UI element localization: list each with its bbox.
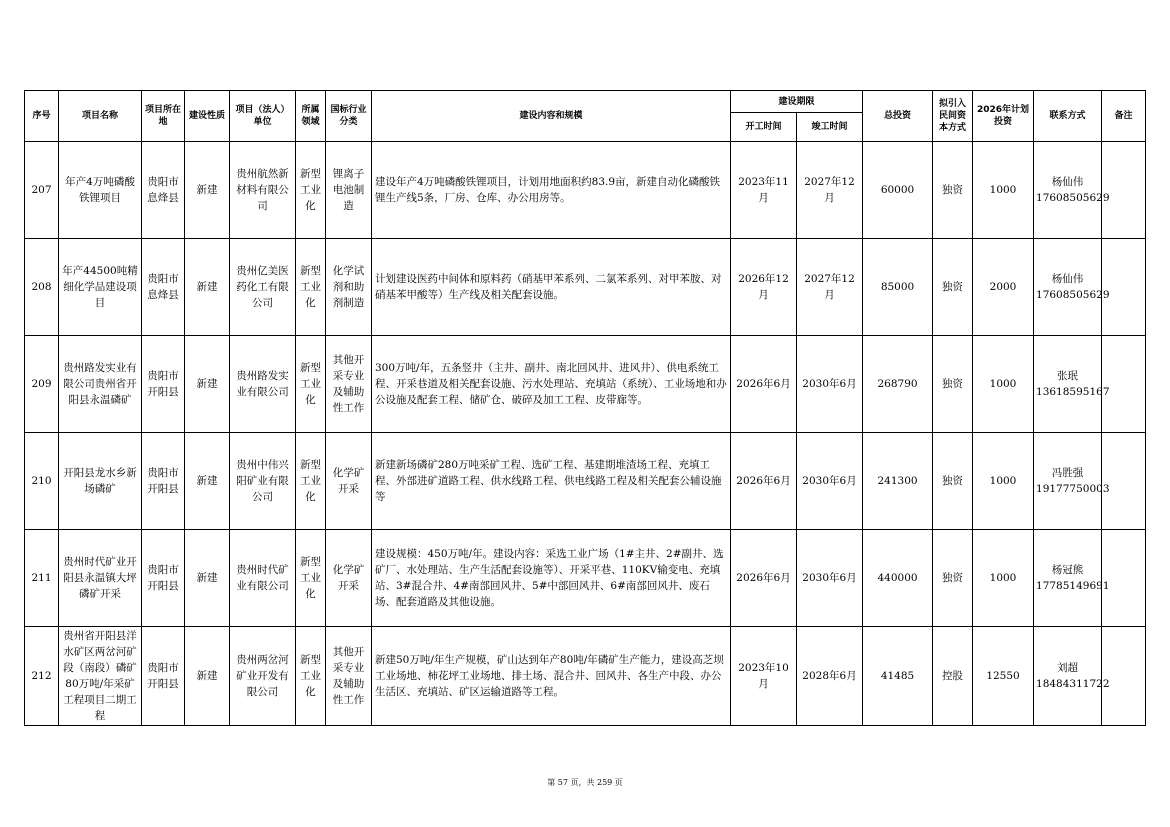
cell-end: 2028年6月	[797, 627, 863, 726]
cell-seq: 208	[25, 239, 59, 336]
cell-contact	[1034, 142, 1110, 239]
cell-start: 2026年6月	[731, 530, 797, 627]
contact-name: 刘超	[1057, 662, 1079, 674]
cell-capital: 独资	[933, 433, 973, 530]
contact-phone: 17608505629	[1036, 289, 1110, 301]
cell-start: 2026年6月	[731, 336, 797, 433]
cell-contact	[1034, 530, 1110, 627]
cell-note	[1102, 336, 1146, 433]
header-start: 开工时间	[731, 113, 797, 142]
cell-field: 新型工业化	[296, 142, 326, 239]
contact-name: 冯胜强	[1051, 467, 1084, 479]
cell-capital: 独资	[933, 530, 973, 627]
contact-phone: 13618595167	[1036, 386, 1110, 398]
header-period: 建设期限	[731, 91, 863, 113]
cell-location: 贵阳市开阳县	[142, 530, 185, 627]
cell-unit: 贵州路发实业有限公司	[230, 336, 296, 433]
cell-field: 新型工业化	[296, 336, 326, 433]
cell-seq: 207	[25, 142, 59, 239]
contact-name: 张珉	[1057, 370, 1079, 382]
cell-name: 年产44500吨精细化学品建设项目	[59, 239, 142, 336]
contact-name: 杨冠熊	[1051, 564, 1084, 576]
cell-name: 开阳县龙水乡新场磷矿	[59, 433, 142, 530]
contact-phone: 19177750003	[1036, 483, 1110, 495]
cell-nature: 新建	[185, 142, 230, 239]
cell-content: 300万吨/年，五条竖井（主井、副井、南北回风井、进风井）、供电系统工程、开采巷道及相关配套设施、污水处理站、充填站（系统）、工业场地和办公设施及配套工程、储矿仓、破碎及加工工程、皮带廊等。	[372, 336, 731, 433]
cell-location: 贵阳市息烽县	[142, 142, 185, 239]
cell-seq: 209	[25, 336, 59, 433]
cell-location: 贵阳市开阳县	[142, 627, 185, 726]
header-total: 总投资	[863, 91, 933, 142]
cell-capital: 独资	[933, 239, 973, 336]
cell-start: 2026年12月	[731, 239, 797, 336]
header-unit: 项目（法人）单位	[230, 91, 296, 142]
cell-unit: 贵州中伟兴阳矿业有限公司	[230, 433, 296, 530]
cell-end: 2030年6月	[797, 530, 863, 627]
cell-content: 计划建设医药中间体和原料药（硝基甲苯系列、二氯苯系列、对甲苯胺、对硝基苯甲酸等）生产线及相关配套设施。	[372, 239, 731, 336]
header-seq: 序号	[25, 91, 59, 142]
cell-contact	[1034, 239, 1110, 336]
cell-content: 建设年产4万吨磷酸铁锂项目，计划用地面积约83.9亩，新建自动化磷酸铁锂生产线5条，厂房、仓库、办公用房等。	[372, 142, 731, 239]
cell-name: 贵州时代矿业开阳县永温镇大坪磷矿开采	[59, 530, 142, 627]
cell-plan: 12550	[973, 627, 1034, 726]
cell-nature: 新建	[185, 433, 230, 530]
cell-location: 贵阳市开阳县	[142, 336, 185, 433]
cell-nature: 新建	[185, 239, 230, 336]
cell-total: 60000	[863, 142, 933, 239]
header-industry: 国标行业分类	[326, 91, 372, 142]
cell-total: 440000	[863, 530, 933, 627]
cell-start: 2026年6月	[731, 433, 797, 530]
cell-content: 建设规模：450万吨/年。建设内容：采选工业广场（1#主井、2#副井、选矿厂、水处理站、生产生活配套设施等）、开采平巷、110KV输变电、充填站、3#混合井、4#南部回风井、5#中部回风井、6#南部回风井、废石场、配套道路及其他设施。	[372, 530, 731, 627]
cell-note	[1102, 433, 1146, 530]
cell-capital: 控股	[933, 627, 973, 726]
header-name: 项目名称	[59, 91, 142, 142]
cell-field: 新型工业化	[296, 239, 326, 336]
cell-total: 268790	[863, 336, 933, 433]
cell-nature: 新建	[185, 530, 230, 627]
cell-content: 新建新场磷矿280万吨采矿工程、选矿工程、基建期堆渣场工程、充填工程、外部进矿道路工程、供水线路工程、供电线路工程及相关配套公辅设施等	[372, 433, 731, 530]
cell-industry: 化学矿开采	[326, 530, 372, 627]
header-capital: 拟引入民间资本方式	[933, 91, 973, 142]
cell-end: 2027年12月	[797, 239, 863, 336]
cell-plan: 1000	[973, 142, 1034, 239]
cell-note	[1102, 530, 1146, 627]
cell-plan: 1000	[973, 530, 1034, 627]
header-end: 竣工时间	[797, 113, 863, 142]
cell-name: 贵州省开阳县洋水矿区两岔河矿段（南段）磷矿80万吨/年采矿工程项目二期工程	[59, 627, 142, 726]
cell-industry: 化学试剂和助剂制造	[326, 239, 372, 336]
cell-total: 85000	[863, 239, 933, 336]
cell-nature: 新建	[185, 627, 230, 726]
cell-industry: 其他开采专业及辅助性工作	[326, 627, 372, 726]
header-field: 所属领域	[296, 91, 326, 142]
cell-note	[1102, 142, 1146, 239]
cell-field: 新型工业化	[296, 433, 326, 530]
header-contact: 联系方式	[1034, 91, 1102, 142]
cell-start: 2023年10月	[731, 627, 797, 726]
cell-industry: 化学矿开采	[326, 433, 372, 530]
cell-seq: 210	[25, 433, 59, 530]
cell-contact	[1034, 433, 1110, 530]
contact-phone: 17608505629	[1036, 192, 1110, 204]
cell-total: 41485	[863, 627, 933, 726]
cell-name: 年产4万吨磷酸铁锂项目	[59, 142, 142, 239]
cell-plan: 1000	[973, 336, 1034, 433]
cell-unit: 贵州航然新材料有限公司	[230, 142, 296, 239]
table-row	[25, 433, 1146, 530]
cell-location: 贵阳市息烽县	[142, 239, 185, 336]
cell-field: 新型工业化	[296, 627, 326, 726]
cell-total: 241300	[863, 433, 933, 530]
contact-name: 杨仙伟	[1051, 176, 1084, 188]
contact-phone: 17785149691	[1036, 580, 1110, 592]
contact-phone: 18484311722	[1036, 678, 1110, 690]
header-plan: 2026年计划投资	[973, 91, 1034, 142]
cell-unit: 贵州两岔河矿业开发有限公司	[230, 627, 296, 726]
cell-end: 2030年6月	[797, 433, 863, 530]
cell-start: 2023年11月	[731, 142, 797, 239]
header-note: 备注	[1102, 91, 1146, 142]
cell-plan: 2000	[973, 239, 1034, 336]
project-table	[24, 90, 1146, 726]
cell-capital: 独资	[933, 336, 973, 433]
page-footer: 第 57 页，共 259 页	[547, 778, 623, 787]
cell-unit: 贵州时代矿业有限公司	[230, 530, 296, 627]
cell-plan: 1000	[973, 433, 1034, 530]
cell-seq: 211	[25, 530, 59, 627]
cell-note	[1102, 627, 1146, 726]
cell-field: 新型工业化	[296, 530, 326, 627]
cell-capital: 独资	[933, 142, 973, 239]
table-row	[25, 627, 1146, 726]
cell-nature: 新建	[185, 336, 230, 433]
table-row	[25, 142, 1146, 239]
cell-name: 贵州路发实业有限公司贵州省开阳县永温磷矿	[59, 336, 142, 433]
cell-end: 2030年6月	[797, 336, 863, 433]
cell-contact	[1034, 627, 1110, 726]
cell-location: 贵阳市开阳县	[142, 433, 185, 530]
table-row	[25, 530, 1146, 627]
cell-contact	[1034, 336, 1110, 433]
table-row	[25, 336, 1146, 433]
table-row	[25, 239, 1146, 336]
cell-industry: 其他开采专业及辅助性工作	[326, 336, 372, 433]
cell-end: 2027年12月	[797, 142, 863, 239]
header-content: 建设内容和规模	[372, 91, 731, 142]
header-row	[25, 91, 1146, 113]
cell-content: 新建50万吨/年生产规模，矿山达到年产80吨/年磷矿生产能力，建设高芝坝工业场地、柿花坪工业场地、排土场、混合井、回风井、各生产中段、办公生活区、充填站、矿区运输道路等工程。	[372, 627, 731, 726]
cell-seq: 212	[25, 627, 59, 726]
cell-unit: 贵州亿美医药化工有限公司	[230, 239, 296, 336]
cell-industry: 锂离子电池制造	[326, 142, 372, 239]
contact-name: 杨仙伟	[1051, 273, 1084, 285]
header-location: 项目所在地	[142, 91, 185, 142]
header-nature: 建设性质	[185, 91, 230, 142]
cell-note	[1102, 239, 1146, 336]
